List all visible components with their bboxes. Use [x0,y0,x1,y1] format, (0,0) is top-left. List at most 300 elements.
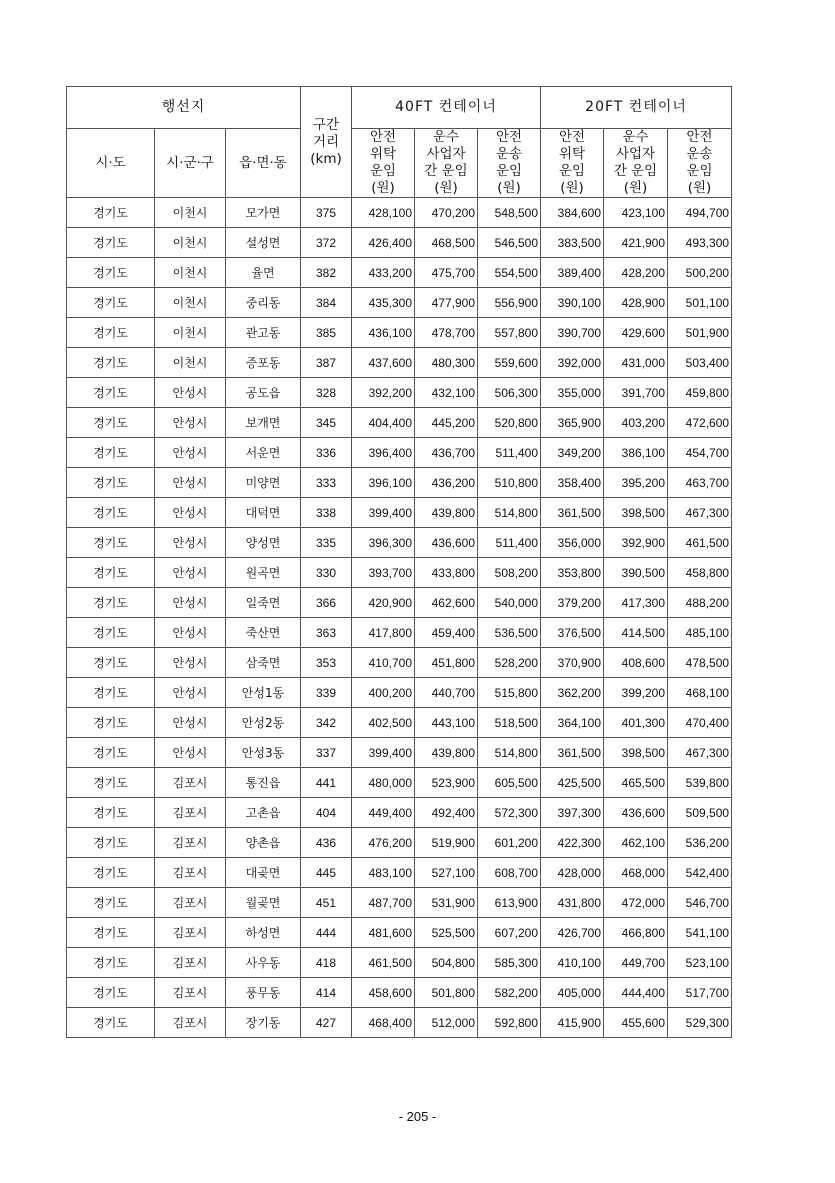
40ft-carrier-rate-cell: 470,200 [415,198,478,228]
20ft-transport-rate-cell: 493,300 [668,228,732,258]
40ft-carrier-rate-cell: 501,800 [415,978,478,1008]
table-row [67,768,732,798]
sido-cell: 경기도 [67,438,155,468]
eupmyeondong-cell: 안성2동 [226,708,301,738]
20ft-consign-rate-header [541,129,604,198]
40ft-transport-rate-cell: 536,500 [478,618,541,648]
40ft-transport-rate-cell: 608,700 [478,858,541,888]
table-row [67,978,732,1008]
40ft-consign-rate-cell: 426,400 [352,228,415,258]
20ft-carrier-rate-cell: 465,500 [604,768,668,798]
sigungu-cell: 이천시 [155,288,226,318]
eupmyeondong-cell: 공도읍 [226,378,301,408]
40ft-transport-rate-cell: 554,500 [478,258,541,288]
20ft-transport-rate-cell: 472,600 [668,408,732,438]
20ft-transport-rate-cell: 494,700 [668,198,732,228]
distance-cell: 384 [301,288,352,318]
40ft-carrier-rate-cell: 492,400 [415,798,478,828]
table-row [67,678,732,708]
20ft-carrier-rate-cell: 408,600 [604,648,668,678]
20ft-transport-rate-cell: 517,700 [668,978,732,1008]
20ft-transport-rate-cell: 478,500 [668,648,732,678]
40ft-consign-rate-cell: 396,400 [352,438,415,468]
40ft-consign-rate-cell: 400,200 [352,678,415,708]
table-row [67,438,732,468]
sido-cell: 경기도 [67,738,155,768]
20ft-carrier-rate-cell: 472,000 [604,888,668,918]
40ft-transport-rate-cell: 508,200 [478,558,541,588]
eupmyeondong-header: 읍·면·동 [226,129,301,198]
sido-cell: 경기도 [67,558,155,588]
20ft-consign-rate-cell: 361,500 [541,738,604,768]
40ft-transport-rate-cell: 572,300 [478,798,541,828]
40ft-transport-rate-cell: 607,200 [478,918,541,948]
40ft-consign-rate-label: 안전 위탁 운임 (원) [369,129,397,196]
20ft-consign-rate-cell: 349,200 [541,438,604,468]
sigungu-cell: 김포시 [155,798,226,828]
sigungu-cell: 안성시 [155,498,226,528]
table-row [67,918,732,948]
table-row [67,228,732,258]
distance-cell: 441 [301,768,352,798]
20ft-carrier-rate-cell: 468,000 [604,858,668,888]
distance-cell: 328 [301,378,352,408]
20ft-consign-rate-cell: 392,000 [541,348,604,378]
20ft-transport-rate-cell: 470,400 [668,708,732,738]
40ft-carrier-rate-cell: 439,800 [415,738,478,768]
eupmyeondong-cell: 중리동 [226,288,301,318]
20ft-carrier-rate-cell: 455,600 [604,1008,668,1038]
sido-cell: 경기도 [67,318,155,348]
40ft-carrier-rate-cell: 527,100 [415,858,478,888]
40ft-consign-rate-cell: 480,000 [352,768,415,798]
20ft-carrier-rate-cell: 436,600 [604,798,668,828]
40ft-carrier-rate-cell: 519,900 [415,828,478,858]
eupmyeondong-cell: 모가면 [226,198,301,228]
eupmyeondong-cell: 보개면 [226,408,301,438]
20ft-carrier-rate-cell: 421,900 [604,228,668,258]
40ft-transport-rate-cell: 518,500 [478,708,541,738]
40ft-consign-rate-cell: 435,300 [352,288,415,318]
20ft-transport-rate-cell: 523,100 [668,948,732,978]
20ft-carrier-rate-cell: 398,500 [604,498,668,528]
sido-cell: 경기도 [67,288,155,318]
20ft-transport-rate-cell: 500,200 [668,258,732,288]
20ft-consign-rate-cell: 425,500 [541,768,604,798]
20ft-carrier-rate-cell: 398,500 [604,738,668,768]
table-row [67,258,732,288]
20ft-transport-rate-cell: 536,200 [668,828,732,858]
20ft-consign-rate-cell: 405,000 [541,978,604,1008]
table-row [67,828,732,858]
sido-cell: 경기도 [67,888,155,918]
40ft-transport-rate-cell: 511,400 [478,528,541,558]
40ft-carrier-rate-cell: 436,600 [415,528,478,558]
distance-cell: 338 [301,498,352,528]
40ft-transport-rate-cell: 592,800 [478,1008,541,1038]
sido-cell: 경기도 [67,228,155,258]
40ft-carrier-rate-cell: 525,500 [415,918,478,948]
eupmyeondong-cell: 사우동 [226,948,301,978]
40ft-carrier-rate-cell: 468,500 [415,228,478,258]
sigungu-cell: 이천시 [155,318,226,348]
40ft-carrier-rate-cell: 477,900 [415,288,478,318]
20ft-carrier-rate-cell: 392,900 [604,528,668,558]
distance-cell: 375 [301,198,352,228]
distance-cell: 339 [301,678,352,708]
20ft-consign-rate-cell: 358,400 [541,468,604,498]
20ft-transport-rate-header [668,129,732,198]
sigungu-cell: 이천시 [155,258,226,288]
40ft-consign-rate-cell: 392,200 [352,378,415,408]
20ft-consign-rate-cell: 390,100 [541,288,604,318]
40ft-transport-rate-cell: 510,800 [478,468,541,498]
20ft-consign-rate-cell: 415,900 [541,1008,604,1038]
table-row [67,1008,732,1038]
20ft-carrier-rate-cell: 444,400 [604,978,668,1008]
distance-cell: 335 [301,528,352,558]
40ft-consign-rate-cell: 428,100 [352,198,415,228]
sido-cell: 경기도 [67,918,155,948]
eupmyeondong-cell: 미양면 [226,468,301,498]
40ft-transport-rate-cell: 514,800 [478,498,541,528]
sigungu-cell: 김포시 [155,888,226,918]
eupmyeondong-cell: 하성면 [226,918,301,948]
page-number: - 205 - [398,1109,437,1124]
sigungu-cell: 김포시 [155,1008,226,1038]
distance-cell: 418 [301,948,352,978]
20ft-consign-rate-cell: 426,700 [541,918,604,948]
sido-cell: 경기도 [67,678,155,708]
40ft-transport-rate-cell: 559,600 [478,348,541,378]
eupmyeondong-cell: 장기동 [226,1008,301,1038]
40ft-carrier-rate-cell: 445,200 [415,408,478,438]
20ft-carrier-rate-cell: 399,200 [604,678,668,708]
sigungu-cell: 김포시 [155,918,226,948]
sido-cell: 경기도 [67,588,155,618]
eupmyeondong-cell: 대덕면 [226,498,301,528]
eupmyeondong-cell: 안성3동 [226,738,301,768]
40ft-transport-rate-cell: 585,300 [478,948,541,978]
40ft-transport-rate-cell: 548,500 [478,198,541,228]
20ft-carrier-rate-label: 운수 사업자 간 운임 (원) [613,129,658,196]
20ft-consign-rate-cell: 422,300 [541,828,604,858]
40ft-consign-rate-cell: 449,400 [352,798,415,828]
40ft-transport-rate-cell: 520,800 [478,408,541,438]
20ft-transport-rate-cell: 485,100 [668,618,732,648]
20ft-transport-rate-cell: 461,500 [668,528,732,558]
distance-cell: 444 [301,918,352,948]
sigungu-header: 시·군·구 [155,129,226,198]
sido-cell: 경기도 [67,378,155,408]
sigungu-cell: 안성시 [155,378,226,408]
table-row [67,198,732,228]
distance-cell: 345 [301,408,352,438]
40ft-carrier-rate-cell: 504,800 [415,948,478,978]
40ft-consign-rate-cell: 476,200 [352,828,415,858]
distance-cell: 427 [301,1008,352,1038]
sido-cell: 경기도 [67,348,155,378]
eupmyeondong-cell: 양촌읍 [226,828,301,858]
20ft-consign-rate-cell: 355,000 [541,378,604,408]
40ft-consign-rate-cell: 417,800 [352,618,415,648]
40ft-carrier-rate-cell: 459,400 [415,618,478,648]
distance-cell: 387 [301,348,352,378]
20ft-transport-rate-cell: 542,400 [668,858,732,888]
sigungu-cell: 안성시 [155,408,226,438]
40ft-consign-rate-cell: 396,300 [352,528,415,558]
20ft-transport-rate-cell: 468,100 [668,678,732,708]
sigungu-cell: 안성시 [155,618,226,648]
40ft-carrier-rate-cell: 531,900 [415,888,478,918]
40ft-carrier-rate-cell: 462,600 [415,588,478,618]
40ft-carrier-rate-cell: 440,700 [415,678,478,708]
20ft-carrier-rate-cell: 401,300 [604,708,668,738]
container-20ft-header: 20FT 컨테이너 [541,87,732,129]
20ft-consign-rate-cell: 390,700 [541,318,604,348]
20ft-carrier-rate-header [604,129,668,198]
table-row [67,318,732,348]
20ft-transport-rate-label: 안전 운송 운임 (원) [686,129,713,196]
40ft-consign-rate-cell: 399,400 [352,498,415,528]
20ft-consign-rate-cell: 431,800 [541,888,604,918]
40ft-consign-rate-cell: 402,500 [352,708,415,738]
table-row [67,888,732,918]
sido-cell: 경기도 [67,498,155,528]
origin-group-header: 행선지 [67,87,301,129]
20ft-transport-rate-cell: 467,300 [668,498,732,528]
40ft-carrier-rate-cell: 480,300 [415,348,478,378]
40ft-transport-rate-cell: 605,500 [478,768,541,798]
20ft-transport-rate-cell: 541,100 [668,918,732,948]
20ft-transport-rate-cell: 501,900 [668,318,732,348]
eupmyeondong-cell: 죽산면 [226,618,301,648]
distance-cell: 342 [301,708,352,738]
eupmyeondong-cell: 원곡면 [226,558,301,588]
distance-cell: 451 [301,888,352,918]
sigungu-cell: 안성시 [155,528,226,558]
20ft-consign-rate-cell: 353,800 [541,558,604,588]
eupmyeondong-cell: 일죽면 [226,588,301,618]
40ft-transport-rate-cell: 515,800 [478,678,541,708]
eupmyeondong-cell: 양성면 [226,528,301,558]
sigungu-cell: 김포시 [155,978,226,1008]
40ft-carrier-rate-cell: 512,000 [415,1008,478,1038]
20ft-carrier-rate-cell: 466,800 [604,918,668,948]
table-row [67,588,732,618]
freight-rate-table [66,86,732,1038]
sido-cell: 경기도 [67,858,155,888]
sido-cell: 경기도 [67,408,155,438]
distance-header [301,87,352,198]
sigungu-cell: 안성시 [155,738,226,768]
table-body [67,198,732,1038]
sigungu-cell: 안성시 [155,678,226,708]
table-row [67,798,732,828]
40ft-consign-rate-cell: 433,200 [352,258,415,288]
20ft-transport-rate-cell: 463,700 [668,468,732,498]
20ft-consign-rate-cell: 383,500 [541,228,604,258]
20ft-carrier-rate-cell: 449,700 [604,948,668,978]
distance-cell: 404 [301,798,352,828]
40ft-carrier-rate-header [415,129,478,198]
table-row [67,648,732,678]
sido-cell: 경기도 [67,468,155,498]
40ft-transport-rate-cell: 540,000 [478,588,541,618]
table-row [67,528,732,558]
40ft-transport-rate-cell: 601,200 [478,828,541,858]
40ft-transport-rate-label: 안전 운송 운임 (원) [495,129,523,196]
sido-cell: 경기도 [67,648,155,678]
sido-cell: 경기도 [67,1008,155,1038]
20ft-transport-rate-cell: 488,200 [668,588,732,618]
20ft-transport-rate-cell: 501,100 [668,288,732,318]
eupmyeondong-cell: 서운면 [226,438,301,468]
20ft-transport-rate-cell: 529,300 [668,1008,732,1038]
20ft-carrier-rate-cell: 391,700 [604,378,668,408]
table-row [67,738,732,768]
table-row [67,288,732,318]
40ft-carrier-rate-cell: 523,900 [415,768,478,798]
40ft-transport-rate-header [478,129,541,198]
sigungu-cell: 이천시 [155,228,226,258]
40ft-transport-rate-cell: 506,300 [478,378,541,408]
20ft-consign-rate-cell: 356,000 [541,528,604,558]
eupmyeondong-cell: 고촌읍 [226,798,301,828]
eupmyeondong-cell: 안성1동 [226,678,301,708]
distance-cell: 436 [301,828,352,858]
40ft-consign-rate-cell: 487,700 [352,888,415,918]
40ft-transport-rate-cell: 528,200 [478,648,541,678]
40ft-carrier-rate-cell: 436,700 [415,438,478,468]
sigungu-cell: 안성시 [155,468,226,498]
sigungu-cell: 안성시 [155,558,226,588]
distance-cell: 337 [301,738,352,768]
40ft-transport-rate-cell: 511,400 [478,438,541,468]
20ft-carrier-rate-cell: 414,500 [604,618,668,648]
20ft-carrier-rate-cell: 428,200 [604,258,668,288]
distance-cell: 353 [301,648,352,678]
20ft-carrier-rate-cell: 390,500 [604,558,668,588]
eupmyeondong-cell: 월곶면 [226,888,301,918]
container-40ft-header: 40FT 컨테이너 [352,87,541,129]
table-row [67,498,732,528]
sigungu-cell: 안성시 [155,588,226,618]
sigungu-cell: 김포시 [155,858,226,888]
sido-cell: 경기도 [67,828,155,858]
sigungu-cell: 안성시 [155,708,226,738]
20ft-carrier-rate-cell: 386,100 [604,438,668,468]
20ft-transport-rate-cell: 454,700 [668,438,732,468]
sido-cell: 경기도 [67,768,155,798]
40ft-consign-rate-cell: 420,900 [352,588,415,618]
40ft-carrier-rate-cell: 432,100 [415,378,478,408]
distance-cell: 333 [301,468,352,498]
distance-cell: 330 [301,558,352,588]
20ft-consign-rate-cell: 397,300 [541,798,604,828]
table-row [67,378,732,408]
eupmyeondong-cell: 대곶면 [226,858,301,888]
sigungu-cell: 이천시 [155,198,226,228]
20ft-consign-rate-cell: 410,100 [541,948,604,978]
20ft-carrier-rate-cell: 462,100 [604,828,668,858]
20ft-carrier-rate-cell: 395,200 [604,468,668,498]
distance-cell: 414 [301,978,352,1008]
40ft-carrier-rate-cell: 433,800 [415,558,478,588]
20ft-transport-rate-cell: 546,700 [668,888,732,918]
sido-cell: 경기도 [67,198,155,228]
table-row [67,948,732,978]
40ft-carrier-rate-cell: 439,800 [415,498,478,528]
40ft-transport-rate-cell: 514,800 [478,738,541,768]
sido-cell: 경기도 [67,618,155,648]
40ft-consign-rate-cell: 437,600 [352,348,415,378]
20ft-consign-rate-cell: 365,900 [541,408,604,438]
table-row [67,708,732,738]
40ft-carrier-rate-cell: 451,800 [415,648,478,678]
40ft-carrier-rate-cell: 443,100 [415,708,478,738]
table-header [67,87,732,198]
40ft-transport-rate-cell: 582,200 [478,978,541,1008]
sigungu-cell: 김포시 [155,828,226,858]
eupmyeondong-cell: 설성면 [226,228,301,258]
distance-cell: 385 [301,318,352,348]
20ft-consign-rate-cell: 389,400 [541,258,604,288]
40ft-consign-rate-cell: 410,700 [352,648,415,678]
eupmyeondong-cell: 삼죽면 [226,648,301,678]
20ft-consign-rate-cell: 364,100 [541,708,604,738]
40ft-transport-rate-cell: 546,500 [478,228,541,258]
eupmyeondong-cell: 율면 [226,258,301,288]
eupmyeondong-cell: 통진읍 [226,768,301,798]
sido-cell: 경기도 [67,708,155,738]
20ft-consign-rate-cell: 370,900 [541,648,604,678]
40ft-consign-rate-cell: 483,100 [352,858,415,888]
eupmyeondong-cell: 관고동 [226,318,301,348]
20ft-carrier-rate-cell: 417,300 [604,588,668,618]
table-row [67,558,732,588]
20ft-consign-rate-cell: 361,500 [541,498,604,528]
40ft-carrier-rate-cell: 478,700 [415,318,478,348]
distance-header-label: 구간 거리 (km) [310,116,342,167]
40ft-transport-rate-cell: 556,900 [478,288,541,318]
sido-header: 시·도 [67,129,155,198]
40ft-consign-rate-cell: 393,700 [352,558,415,588]
distance-cell: 382 [301,258,352,288]
table-row [67,348,732,378]
20ft-carrier-rate-cell: 423,100 [604,198,668,228]
sigungu-cell: 김포시 [155,768,226,798]
sigungu-cell: 안성시 [155,648,226,678]
sigungu-cell: 안성시 [155,438,226,468]
sido-cell: 경기도 [67,528,155,558]
table-row [67,618,732,648]
distance-cell: 445 [301,858,352,888]
20ft-transport-rate-cell: 509,500 [668,798,732,828]
40ft-consign-rate-cell: 461,500 [352,948,415,978]
20ft-consign-rate-cell: 376,500 [541,618,604,648]
sido-cell: 경기도 [67,978,155,1008]
distance-cell: 372 [301,228,352,258]
sido-cell: 경기도 [67,798,155,828]
20ft-transport-rate-cell: 459,800 [668,378,732,408]
40ft-consign-rate-cell: 404,400 [352,408,415,438]
40ft-consign-rate-cell: 436,100 [352,318,415,348]
40ft-consign-rate-cell: 481,600 [352,918,415,948]
table-row [67,468,732,498]
20ft-carrier-rate-cell: 431,000 [604,348,668,378]
40ft-consign-rate-cell: 458,600 [352,978,415,1008]
